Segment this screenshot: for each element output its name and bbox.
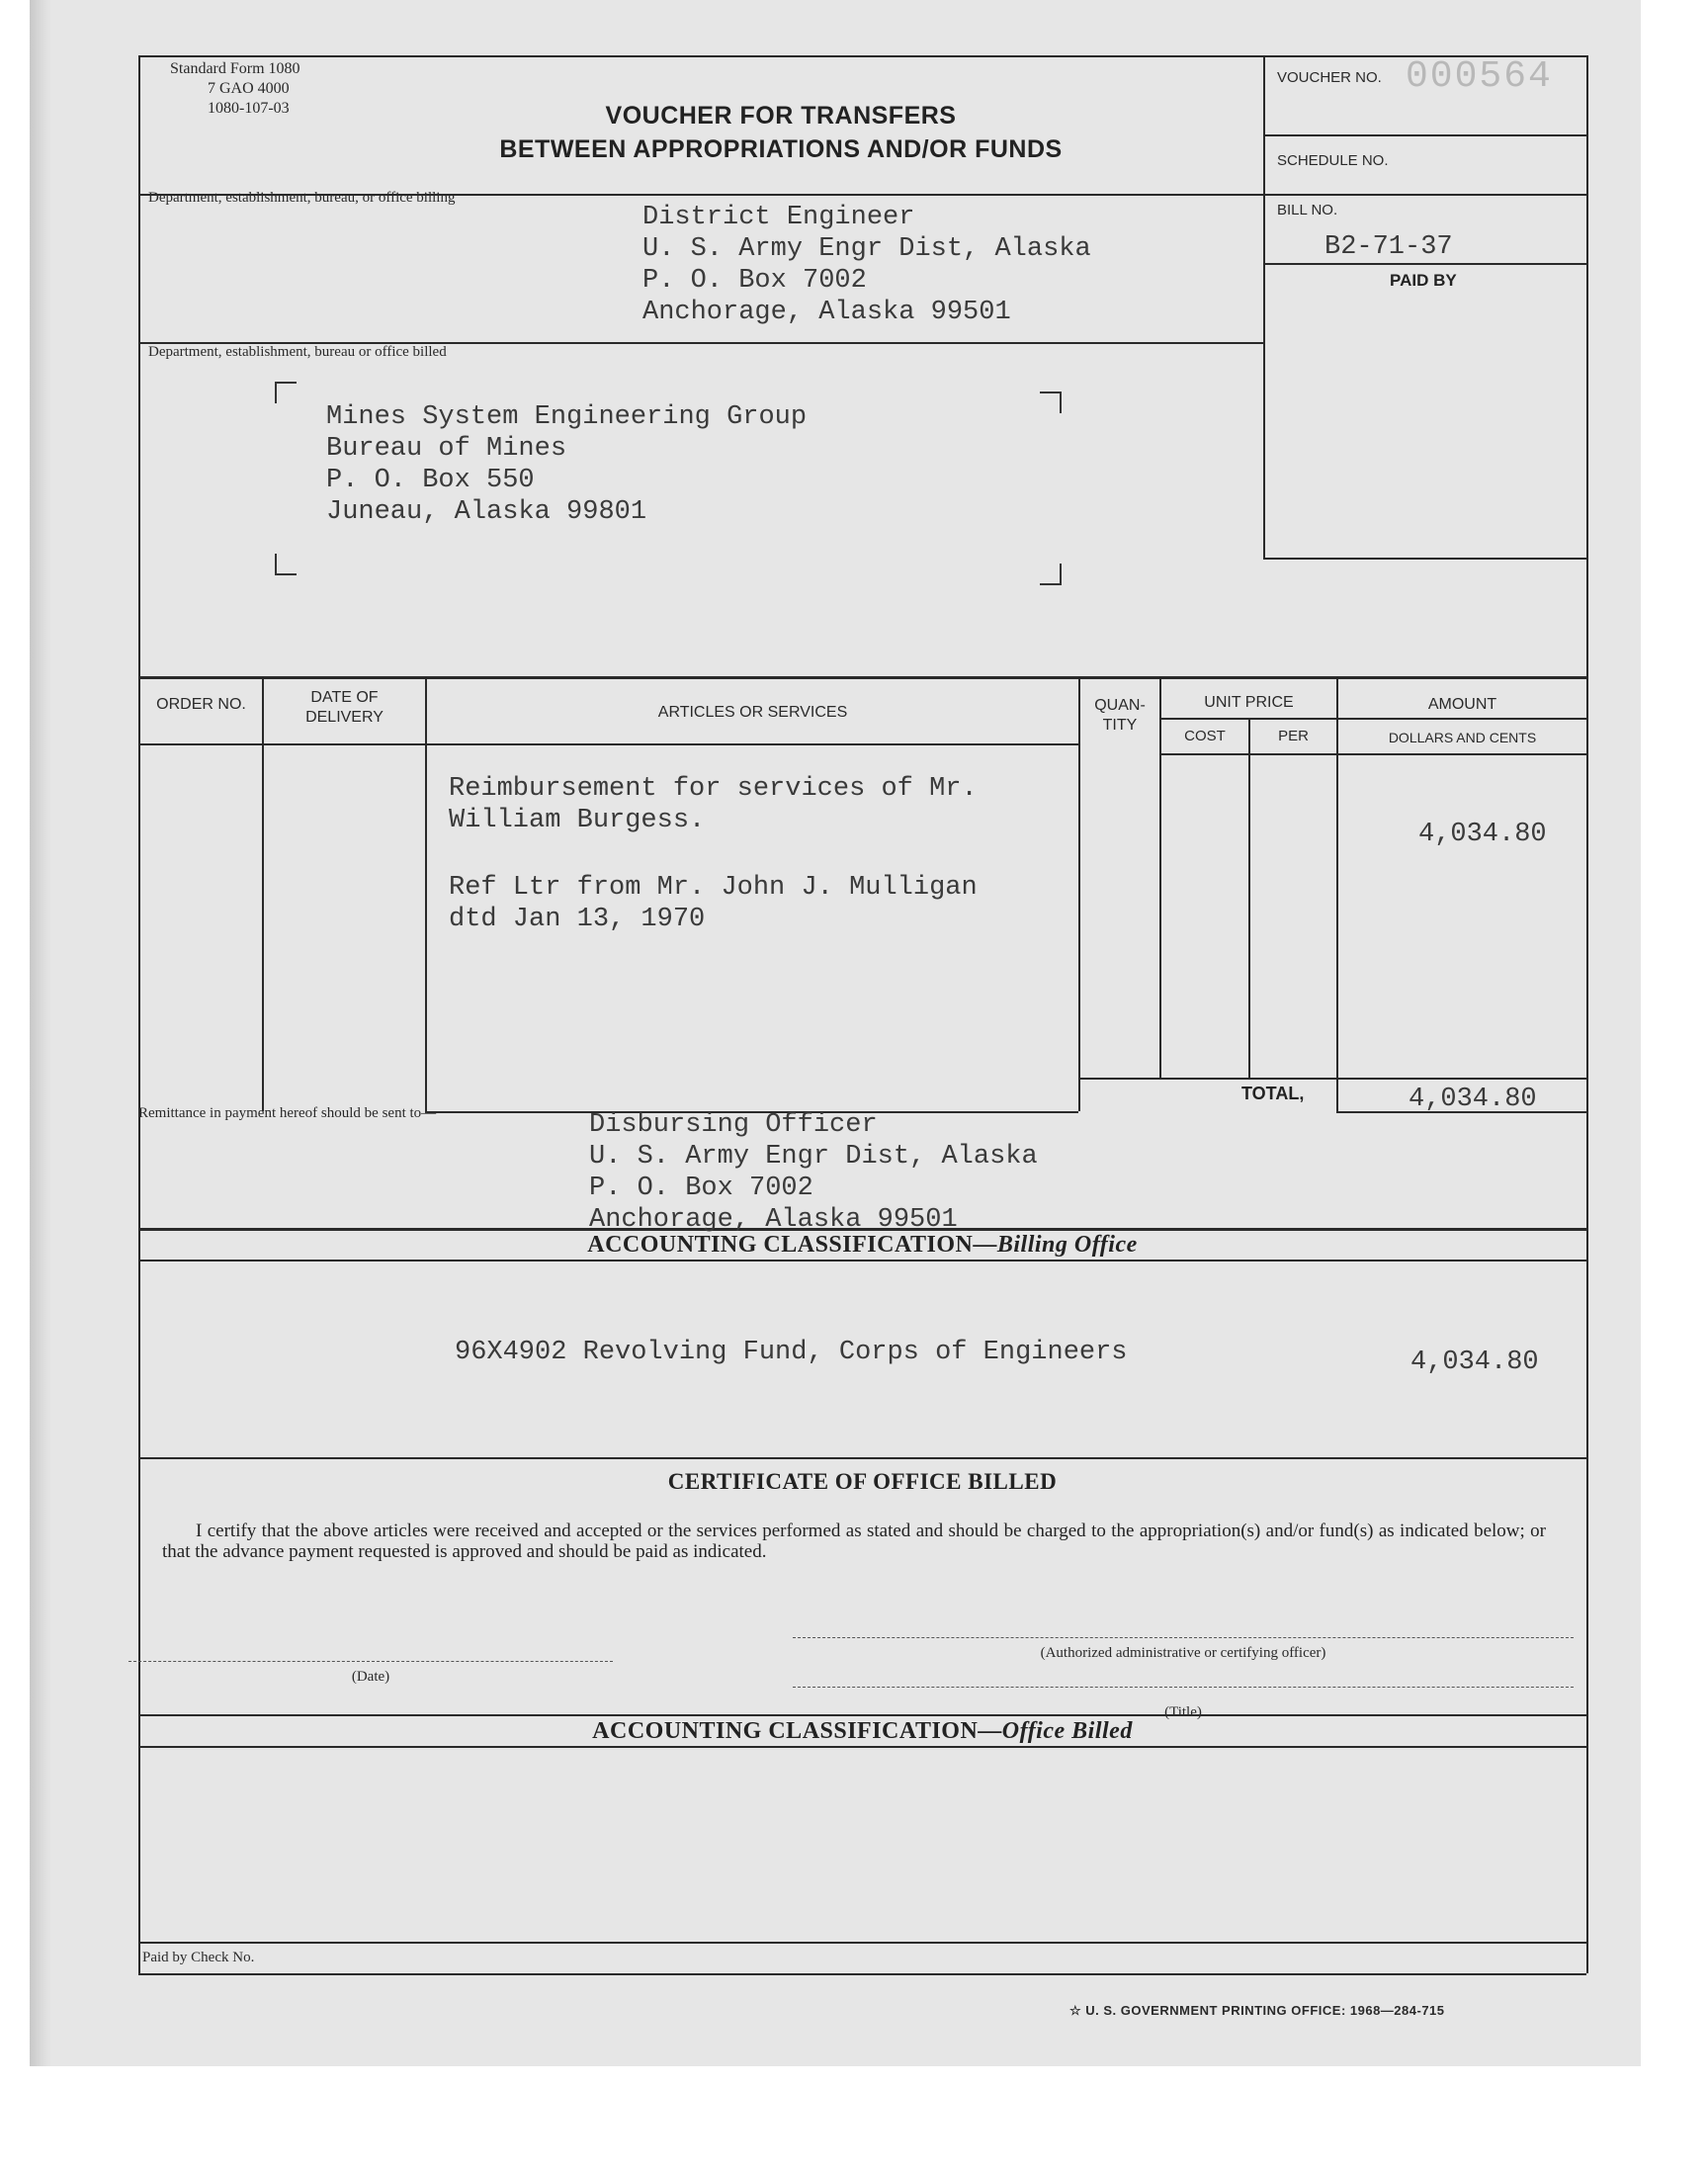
per-header: PER: [1278, 728, 1309, 744]
voucher-row-divider: [1263, 134, 1586, 136]
address-corner-tr: [1040, 392, 1062, 413]
certificate-text: I certify that the above articles were received and accepted or the services performed as stated and should be charged to the appropriation(s) and/or fund(s) as indicated below; or that the advance payment requested is approved and should be paid as indicated.: [162, 1521, 1546, 1562]
paid-by-bottom: [1263, 558, 1586, 560]
date-label: (Date): [351, 1669, 390, 1685]
voucher-form: [128, 55, 1596, 1978]
certificate-top: [138, 1457, 1586, 1459]
paper-spine-shadow: [30, 0, 51, 2066]
billing-office-address: [642, 202, 1091, 328]
title-line1: VOUCHER FOR TRANSFERS: [605, 102, 957, 130]
page-title: [425, 99, 1137, 166]
table-header-bottom-left: [138, 743, 1078, 745]
billed-office-line: Bureau of Mines: [326, 434, 567, 464]
acct-billed-heading-main: ACCOUNTING CLASSIFICATION—: [592, 1718, 1002, 1744]
billing-office-line: Anchorage, Alaska 99501: [642, 298, 1011, 327]
officer-label: (Authorized administrative or certifying officer): [1040, 1645, 1326, 1661]
remittance-line: Anchorage, Alaska 99501: [589, 1205, 958, 1235]
articles-line: dtd Jan 13, 1970: [449, 905, 706, 934]
total-label: TOTAL,: [1241, 1084, 1305, 1103]
articles-line: Ref Ltr from Mr. John J. Mulligan: [449, 873, 978, 903]
articles-header: ARTICLES OR SERVICES: [657, 704, 848, 721]
paid-by-check-label: Paid by Check No.: [142, 1950, 255, 1965]
bill-no-label: BILL NO.: [1277, 202, 1338, 218]
acct-billing-heading-italic: Billing Office: [996, 1232, 1138, 1258]
address-corner-tl: [275, 382, 297, 403]
line-amount: 4,034.80: [1418, 820, 1547, 849]
billing-office-line: District Engineer: [642, 203, 915, 232]
qty-header-line2: TITY: [1102, 717, 1138, 734]
table-header-bottom-right: [1159, 753, 1586, 755]
total-amount: 4,034.80: [1409, 1085, 1537, 1114]
acct-billed-heading: [138, 1718, 1586, 1745]
billing-office-line: U. S. Army Engr Dist, Alaska: [642, 234, 1091, 264]
acct-billing-amount: 4,034.80: [1410, 1348, 1539, 1377]
remittance-line: U. S. Army Engr Dist, Alaska: [589, 1142, 1038, 1172]
billed-office-address: [326, 401, 807, 528]
paid-check-top: [138, 1942, 1586, 1944]
bill-row-divider: [1263, 263, 1586, 265]
officer-signature-line[interactable]: [793, 1637, 1574, 1638]
schedule-row-divider: [1263, 194, 1586, 196]
voucher-no-label: VOUCHER NO.: [1277, 69, 1382, 86]
articles-line: William Burgess.: [449, 806, 706, 835]
form-id-line2: 7 GAO 4000: [208, 80, 290, 97]
billing-office-label: Department, establishment, bureau, or office billing: [148, 190, 456, 206]
date-of-delivery-header: [264, 688, 425, 728]
billed-office-line: P. O. Box 550: [326, 466, 535, 495]
col-articles-divider: [1078, 676, 1080, 1111]
acct-billing-heading: [138, 1232, 1586, 1259]
acct-billing-heading-bottom: [138, 1260, 1586, 1262]
table-top-border: [138, 676, 1586, 679]
date-header-line2: DELIVERY: [305, 709, 384, 726]
billing-office-line: P. O. Box 7002: [642, 266, 867, 296]
paid-by-label: PAID BY: [1390, 271, 1457, 290]
printer-imprint: ☆ U. S. GOVERNMENT PRINTING OFFICE: 1968—284-715: [1069, 2003, 1445, 2018]
qty-header-line1: QUAN-: [1094, 697, 1146, 714]
voucher-no-value: 000564: [1406, 55, 1553, 98]
billed-office-label: Department, establishment, bureau or office billed: [148, 344, 447, 360]
date-line[interactable]: [128, 1661, 613, 1662]
unit-price-header: UNIT PRICE: [1204, 694, 1294, 711]
order-no-header: ORDER NO.: [156, 696, 246, 713]
quantity-header: [1080, 696, 1159, 736]
acct-billed-heading-bottom: [138, 1746, 1586, 1748]
schedule-no-label: SCHEDULE NO.: [1277, 152, 1389, 169]
unit-price-divider: [1159, 718, 1586, 720]
date-header-line1: DATE OF: [310, 689, 379, 706]
form-right-border: [1586, 55, 1588, 1973]
right-column-divider: [1263, 55, 1265, 558]
remittance-address: [589, 1109, 1038, 1236]
form-id-line3: 1080-107-03: [208, 100, 290, 117]
articles-description: [449, 773, 978, 935]
title-line2: BETWEEN APPROPRIATIONS AND/OR FUNDS: [499, 135, 1063, 163]
form-id-line1: Standard Form 1080: [170, 60, 300, 77]
certificate-heading: CERTIFICATE OF OFFICE BILLED: [667, 1469, 1058, 1494]
billed-office-line: Mines System Engineering Group: [326, 402, 808, 432]
title-line[interactable]: [793, 1687, 1574, 1688]
col-cost-divider: [1248, 718, 1250, 1078]
acct-billing-entry: 96X4902 Revolving Fund, Corps of Engineers: [455, 1338, 1128, 1367]
bill-no-value: B2-71-37: [1324, 232, 1453, 262]
dollars-cents-header: DOLLARS AND CENTS: [1388, 730, 1537, 745]
form-top-border: [138, 55, 1586, 57]
form-bottom-border: [138, 1973, 1586, 1975]
cost-header: COST: [1184, 728, 1226, 744]
amount-header: AMOUNT: [1427, 696, 1497, 713]
col-date-divider: [425, 676, 427, 1111]
total-row-top: [1078, 1078, 1586, 1080]
acct-billed-heading-italic: Office Billed: [1001, 1718, 1133, 1744]
address-corner-bl: [275, 554, 297, 575]
col-order-divider: [262, 676, 264, 1111]
remittance-line: Disbursing Officer: [589, 1110, 878, 1140]
billed-office-line: Juneau, Alaska 99801: [326, 497, 647, 527]
articles-line: Reimbursement for services of Mr.: [449, 774, 978, 804]
acct-billing-heading-main: ACCOUNTING CLASSIFICATION—: [587, 1232, 997, 1258]
remittance-label: Remittance in payment hereof should be sent to—: [138, 1105, 437, 1121]
articles-spacer: [449, 836, 978, 872]
title-label: (Title): [1164, 1704, 1202, 1720]
form-identifier: [170, 59, 300, 119]
address-corner-br: [1040, 564, 1062, 585]
remittance-line: P. O. Box 7002: [589, 1174, 813, 1203]
